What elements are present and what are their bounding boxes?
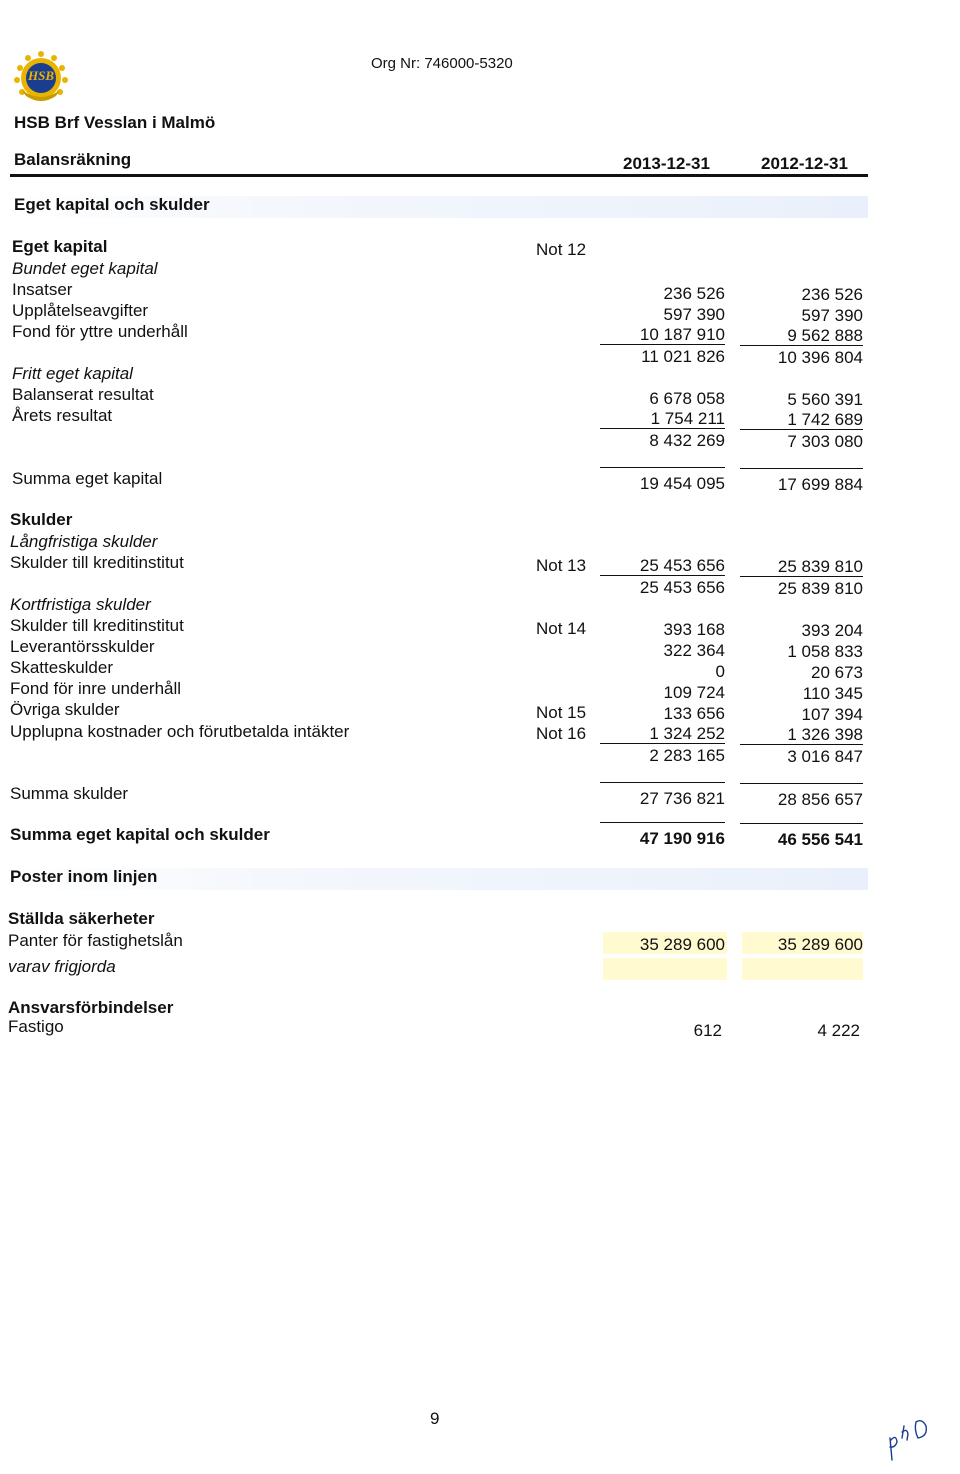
section-title-off-balance: Poster inom linjen: [10, 867, 158, 886]
grand-total-2013: 47 190 916: [600, 822, 725, 849]
handwritten-initials: [882, 1414, 942, 1464]
value-2013: 133 656: [663, 704, 725, 723]
page-number: 9: [430, 1409, 440, 1428]
note-ref: Not 12: [536, 240, 587, 259]
liabilities-heading: Skulder: [10, 510, 73, 529]
row-label: Fond för yttre underhåll: [12, 322, 188, 341]
subtotal-2013: 2 283 165: [649, 746, 725, 765]
row-label: varav frigjorda: [8, 957, 116, 976]
value-2012: 9 562 888: [740, 327, 863, 346]
note-ref: Not 14: [536, 619, 587, 638]
value-2012: 4 222: [817, 1021, 860, 1040]
value-2013: 322 364: [663, 641, 725, 660]
value-2012: 1 058 833: [787, 642, 863, 661]
value-2013: 35 289 600: [639, 935, 725, 954]
short-term-heading: Kortfristiga skulder: [10, 595, 151, 614]
value-2012: 25 839 810: [740, 558, 863, 577]
note-ref: Not 16: [536, 724, 587, 743]
value-2013: 1 754 211: [600, 410, 725, 429]
row-label: Årets resultat: [12, 406, 113, 425]
subtotal-2013: 11 021 826: [641, 347, 725, 366]
value-2013: 0: [715, 662, 725, 681]
subtotal-2013: 8 432 269: [649, 431, 725, 450]
value-2013: 1 324 252: [600, 725, 725, 744]
row-label: Fond för inre underhåll: [10, 679, 182, 698]
row-label: Skulder till kreditinstitut: [10, 553, 184, 572]
row-label: Insatser: [12, 280, 73, 299]
logo-lettering: HSB: [27, 68, 54, 83]
value-2012: 236 526: [801, 285, 863, 304]
statement-title: Balansräkning: [14, 150, 132, 169]
value-2013: 612: [693, 1021, 722, 1040]
value-2013: 597 390: [663, 305, 725, 324]
total-2012: 17 699 884: [740, 468, 863, 495]
total-label: Summa eget kapital: [12, 469, 163, 488]
contingent-heading: Ansvarsförbindelser: [8, 998, 174, 1017]
row-label: Balanserat resultat: [12, 385, 154, 404]
column-header-2013: 2013-12-31: [623, 154, 710, 173]
grand-total-label: Summa eget kapital och skulder: [10, 825, 270, 844]
hsb-logo: [12, 50, 70, 104]
highlight-cell: [603, 958, 727, 980]
subtotal-2012: 25 839 810: [777, 579, 863, 598]
value-2012: 597 390: [801, 306, 863, 325]
subtotal-2012: 10 396 804: [777, 348, 863, 367]
subtotal-2012: 7 303 080: [787, 432, 863, 451]
note-ref: Not 13: [536, 556, 587, 575]
value-2012: 1 326 398: [740, 726, 863, 745]
value-2012: 110 345: [802, 684, 863, 703]
value-2013: 236 526: [663, 284, 725, 303]
value-2012: 20 673: [811, 663, 863, 682]
header-rule: [10, 174, 868, 177]
total-label: Summa skulder: [10, 784, 129, 803]
value-2012: 393 204: [801, 621, 863, 640]
bound-equity-heading: Bundet eget kapital: [12, 259, 158, 278]
value-2013: 6 678 058: [649, 389, 725, 408]
note-ref: Not 15: [536, 703, 587, 722]
long-term-heading: Långfristiga skulder: [10, 532, 158, 551]
org-number: Org Nr: 746000-5320: [371, 55, 513, 72]
row-label: Panter för fastighetslån: [8, 931, 183, 950]
row-label: Upplåtelseavgifter: [12, 301, 149, 320]
row-label: Fastigo: [8, 1017, 64, 1036]
total-2013: 19 454 095: [600, 467, 725, 494]
total-2013: 27 736 821: [600, 782, 725, 809]
row-label: Skulder till kreditinstitut: [10, 616, 184, 635]
row-label: Leverantörsskulder: [10, 637, 155, 656]
value-2012: 35 289 600: [777, 935, 863, 954]
row-label: Skatteskulder: [10, 658, 113, 677]
value-2013: 109 724: [663, 683, 725, 702]
total-2012: 28 856 657: [740, 783, 863, 810]
row-label: Upplupna kostnader och förutbetalda intäkter: [10, 722, 350, 741]
pledged-heading: Ställda säkerheter: [8, 909, 155, 928]
section-title-equity-liabilities: Eget kapital och skulder: [14, 195, 210, 214]
free-equity-heading: Fritt eget kapital: [12, 364, 133, 383]
value-2013: 25 453 656: [600, 557, 725, 576]
value-2012: 5 560 391: [787, 390, 863, 409]
column-header-2012: 2012-12-31: [761, 154, 848, 173]
value-2013: 10 187 910: [600, 326, 725, 345]
highlight-cell: [742, 958, 863, 980]
association-name: HSB Brf Vesslan i Malmö: [14, 113, 216, 132]
subtotal-2012: 3 016 847: [787, 747, 863, 766]
subtotal-2013: 25 453 656: [639, 578, 725, 597]
equity-heading: Eget kapital: [12, 237, 108, 256]
row-label: Övriga skulder: [10, 700, 120, 719]
grand-total-2012: 46 556 541: [740, 823, 863, 850]
value-2012: 1 742 689: [740, 411, 863, 430]
value-2013: 393 168: [663, 620, 725, 639]
value-2012: 107 394: [801, 705, 863, 724]
